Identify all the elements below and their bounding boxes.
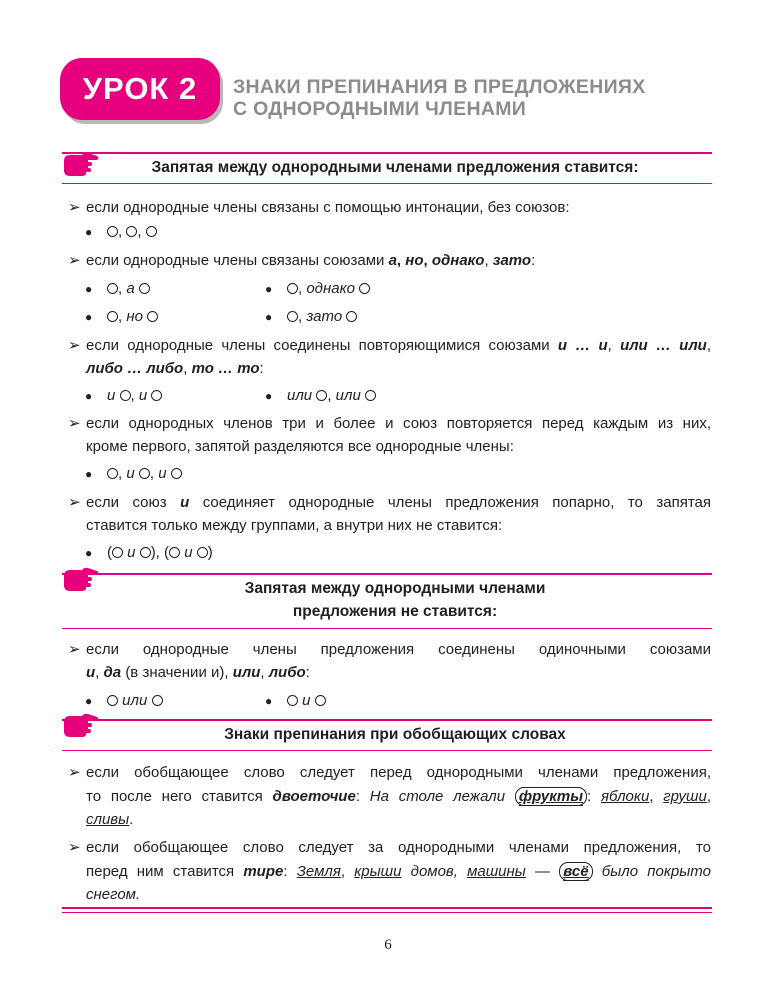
rule-item: ➢ если однородные члены связаны союзами а, но, однако, зато: <box>68 252 536 269</box>
arrow-bullet-icon: ➢ <box>68 641 81 658</box>
rule-item-continuation: и, да (в значении и), или, либо: <box>86 664 310 681</box>
rule-item: ➢ если однородные члены связаны с помощью интонации, без союзов: <box>68 199 570 216</box>
rule-item-continuation: сливы. <box>86 811 134 828</box>
example-item: ● ( и ), ( и ) <box>85 544 213 561</box>
example-item: ● , зато <box>265 308 357 325</box>
lesson-title-line-2: С ОДНОРОДНЫМИ ЧЛЕНАМИ <box>233 98 527 120</box>
example-item: ● , а <box>85 280 150 297</box>
rule-item-continuation: кроме первого, запятой разделяются все однородные члены: <box>86 438 514 455</box>
divider <box>62 719 712 721</box>
arrow-bullet-icon: ➢ <box>68 337 81 354</box>
rule-item-continuation: то после него ставится двоеточие: На столе лежали фрукты : яблоки, груши, <box>86 788 711 805</box>
bullet-dot: ● <box>85 225 93 239</box>
section-heading: Запятая между однородными членами предложения ставится: <box>151 159 639 176</box>
arrow-bullet-icon: ➢ <box>68 839 81 856</box>
rule-item-continuation: снегом. <box>86 886 141 903</box>
arrow-bullet-icon: ➢ <box>68 252 81 269</box>
example-item: ● или , или <box>265 387 376 404</box>
example-item: ● или <box>85 692 163 709</box>
divider <box>62 152 712 154</box>
lesson-title-line-1: ЗНАКИ ПРЕПИНАНИЯ В ПРЕДЛОЖЕНИЯХ <box>233 76 646 98</box>
circle-placeholder-icon <box>126 226 137 237</box>
divider <box>62 183 712 184</box>
divider <box>62 628 712 629</box>
general-word: всё <box>559 862 592 881</box>
rule-item: ➢ если однородных членов три и более и союз повторяется перед каждым из них, <box>68 415 711 432</box>
lesson-badge-text: УРОК 2 <box>82 71 198 106</box>
circle-placeholder-icon <box>107 226 118 237</box>
divider <box>62 750 712 751</box>
example-item: ● , и , и <box>85 465 182 482</box>
example-item: ● , но <box>85 308 158 325</box>
divider <box>62 912 712 913</box>
divider <box>62 573 712 575</box>
rule-item-continuation: либо … либо, то … то: <box>86 360 264 377</box>
arrow-bullet-icon: ➢ <box>68 764 81 781</box>
arrow-bullet-icon: ➢ <box>68 494 81 511</box>
section-heading: Знаки препинания при обобщающих словах <box>224 726 566 743</box>
rule-item: ➢ если обобщающее слово следует за однородными членами предложения, то <box>68 839 711 856</box>
section-heading: Запятая между однородными членами <box>244 580 546 597</box>
circle-placeholder-icon <box>146 226 157 237</box>
rule-item: ➢ если союз и соединяет однородные члены предложения попарно, то запятая <box>68 494 711 511</box>
divider <box>62 907 712 909</box>
arrow-bullet-icon: ➢ <box>68 415 81 432</box>
example-item: ● и <box>265 692 326 709</box>
example-item: ● и , и <box>85 387 162 404</box>
lesson-badge <box>60 58 220 120</box>
example-item: ● , , <box>85 223 157 240</box>
rule-item: ➢ если однородные члены соединены повторяющимися союзами и … и, или … или, <box>68 337 711 354</box>
page-number: 6 <box>384 937 392 953</box>
example-item: ● , однако <box>265 280 370 297</box>
rule-item-continuation: перед ним ставится тире: Земля, крыши домов, машины — всё было покрыто <box>86 863 711 880</box>
lesson-title <box>233 76 646 120</box>
rule-item: ➢ если обобщающее слово следует перед однородными членами предложения, <box>68 764 711 781</box>
arrow-bullet-icon: ➢ <box>68 199 81 216</box>
rule-item: ➢ если однородные члены предложения соединены одиночными союзами <box>68 641 711 658</box>
rule-item-continuation: ставится только между группами, а внутри них не ставится: <box>86 517 503 534</box>
section-heading-line-2: предложения не ставится: <box>292 603 498 620</box>
general-word: фрукты <box>515 787 587 806</box>
